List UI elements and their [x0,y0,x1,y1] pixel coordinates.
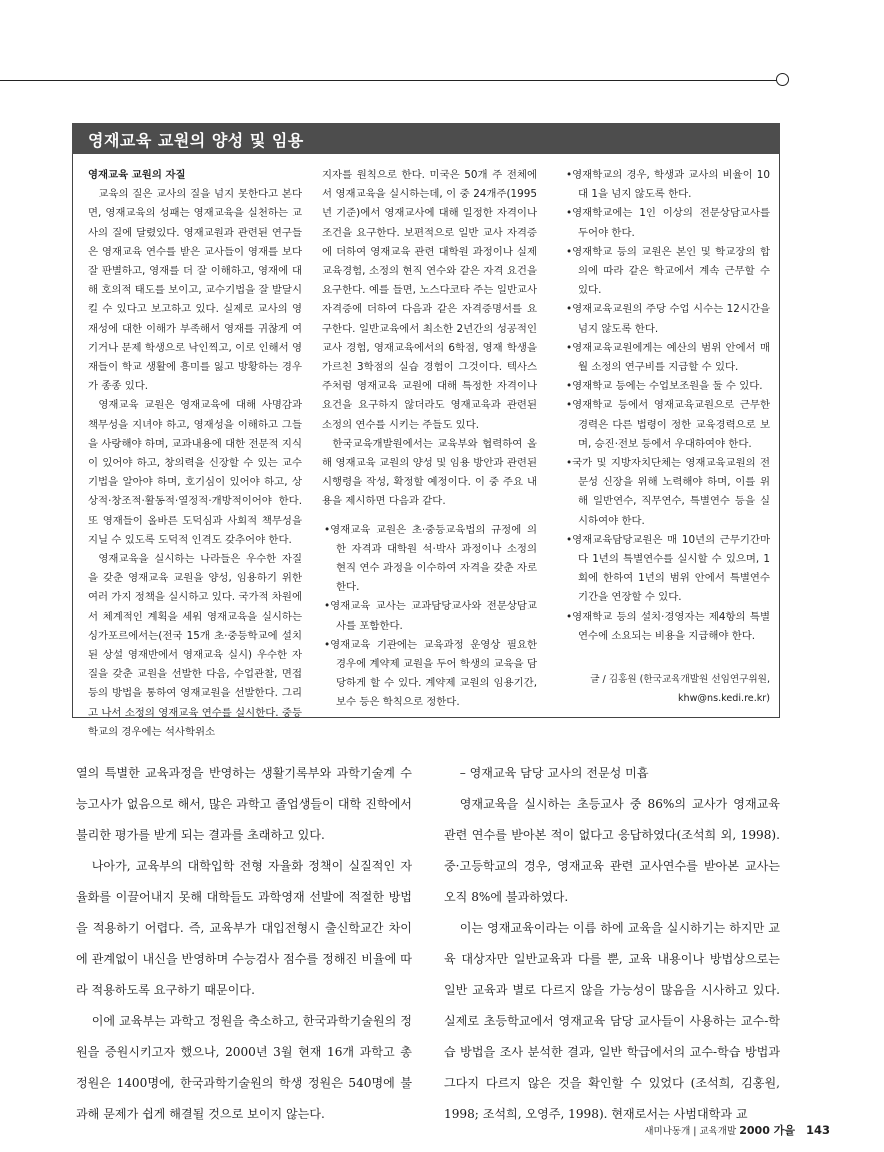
magazine-name: 새미나동개 | 교육개발 [644,1126,737,1137]
box-col2-paragraph: 한국교육개발원에서는 교육부와 협력하여 올해 영재교육 교원의 양성 및 임용 방안과 관련된 시행령을 작성, 확정할 예정이다. 이 중 주요 내용을 제시하면 다음과 같다. [322,437,537,508]
box-col3-bullet: •영재교육교원의 주당 수업 시수는 12시간을 넘지 않도록 한다. [566,303,770,335]
box-col2-paragraph: 지자를 원칙으로 한다. 미국은 50개 주 전체에서 영재교육을 실시하는데, 이 중 24개주(1995년 기준)에서 영재교사에 대해 일정한 자격이나 조건을 요구한다. 보편적으로 일반 교사 자격증에 더하여 영재교육 관련 대학원 과정이나 실제 교육경험, 소정의 현직 연수와 같은 자격 요건을 요구한다. 예를 들면, 노스다코타 주는 일반교사 자격증에 더하여 다음과 같은 자격증명서를 요구한다. 일반교육에서 최소한 2년간의 성공적인 교사 경험, 영재교육에서의 6학점, 영재 학생을 가르친 3학점의 실습 경험이 그것이다. 텍사스 주처럼 영재교육 교원에 대해 특정한 자격이나 요건을 요구하지 않더라도 영재교육과 관련된 소정의 연수를 시키는 주들도 있다. [322,169,537,431]
body-paragraph: 영재교육을 실시하는 초등교사 중 86%의 교사가 영재교육 관련 연수를 받아본 적이 없다고 응답하였다(조석희 외, 1998). 중·고등학교의 경우, 영재교육 관련 교사연수를 받아본 교사는 오직 8%에 불과하였다. [444,797,780,904]
body-paragraph: 열의 특별한 교육과정을 반영하는 생활기록부와 과학기술계 수능고사가 없음으로 해서, 많은 과학고 졸업생들이 대학 진학에서 불리한 평가를 받게 되는 결과를 초래하고 있다. [76,766,412,842]
box-column-2 [322,166,537,713]
box-title: 영재교육 교원의 양성 및 임용 [88,131,304,150]
box-col1-paragraph: 교육의 질은 교사의 질을 넘지 못한다고 본다면, 영재교육의 성패는 영재교육을 실천하는 교사의 질에 달렸있다. 영재교원과 관련된 연구들은 영재교육 연수를 받은 교사들이 영재를 보다 잘 판별하고, 영재를 더 잘 이해하고, 영재에 대해 호의적 태도를 보이고, 교수기법을 잘 발달시킬 수 있다고 보고하고 있다. 실제로 교사의 영재성에 대한 이해가 부족해서 영재를 귀찮게 여기거나 문제 학생으로 낙인찍고, 이로 인해서 영재들이 학교 생활에 흥미를 잃고 방황하는 경우가 종종 있다. [88,188,302,393]
body-column-left [76,758,412,1130]
box-col1-paragraph: 영재교육을 실시하는 나라들은 우수한 자질을 갖춘 영재교육 교원을 양성, 임용하기 위한 여러 가지 정책을 실시하고 있다. 국가적 차원에서 체계적인 계획을 세워 영재교육을 실시하는 싱가포르에서는(전국 15개 초·중등학교에 설치된 상설 영재반에서 영재교육 실시) 우수한 자질을 갖춘 교원을 선발한 다음, 수업관찰, 면접 등의 방법을 통하여 영재교원을 선발한다. 그리고 나서 소정의 영재교육 연수를 실시한다. 중등학교의 경우에는 석사학위소 [88,553,302,738]
body-paragraph: 이에 교육부는 과학고 정원을 축소하고, 한국과학기술원의 정원을 증원시키고자 했으나, 2000년 3월 현재 16개 과학고 총 정원은 1400명에, 한국과학기술원의 학생 정원은 540명에 불과해 문제가 쉽게 해결될 것으로 보이지 않는다. [76,1014,412,1121]
box-col3-bullet: •영재학교 등에는 수업보조원을 둘 수 있다. [566,380,763,393]
box-col2-bullet: •영재교육 교사는 교과담당교사와 전문상담교사를 포함한다. [324,600,537,632]
body-paragraph: 이는 영재교육이라는 이름 하에 교육을 실시하기는 하지만 교육 대상자만 일반교육과 다를 뿐, 교육 내용이나 방법상으로는 일반 교육과 별로 다르지 않을 가능성이 많음을 시사하고 있다. 실제로 초등학교에서 영재교육 담당 교사들이 사용하는 교수-학습 방법을 조사 분석한 결과, 일반 학급에서의 교수-학습 방법과 그다지 다르지 않은 것을 확인할 수 있었다 (조석희, 김홍원, 1998; 조석희, 오영주, 1998). 현재로서는 사범대학과 교 [444,921,780,1121]
box-col1-paragraph: 영재교육 교원은 영재교육에 대해 사명감과 책무성을 지녀야 하고, 영재성을 이해하고 그들을 사랑해야 하며, 교과내용에 대한 전문적 지식이 있어야 하고, 창의력을 신장할 수 있는 교수기법을 알아야 하며, 호기심이 있어야 하고, 상상적·창조적·활동적·열정적·개방적이어야 한다. 또 영재들이 올바른 도덕심과 사회적 책무성을 지닐 수 있도록 도덕적 인격도 갖추어야 한다. [88,399,302,546]
box-col3-bullet: •국가 및 지방자치단체는 영재교육교원의 전문성 신장을 위해 노력해야 하며, 이를 위해 일반연수, 직무연수, 특별연수 등을 실시하여야 한다. [566,457,770,527]
box-col3-bullet: •영재학교 등에서 영재교육교원으로 근무한 경력은 다른 법령이 정한 교육경력으로 보며, 승진·전보 등에서 우대하여야 한다. [566,399,770,450]
spacer [322,512,537,521]
issue-season: 2000 가을 [739,1124,795,1137]
box-col3-bullet: •영재학교 등의 교원은 본인 및 학교장의 합의에 따라 같은 학교에서 계속 근무할 수 있다. [566,245,770,297]
author-credit [566,670,770,708]
top-rule [0,80,777,81]
box-col2-bullet: •영재교육 교원은 초·중등교육법의 규정에 의한 자격과 대학원 석·박사 과정이나 소정의 현직 연수 과정을 이수하여 자격을 갖춘 자로 한다. [324,523,537,594]
page-number: 143 [805,1123,830,1137]
box-col3-bullet: •영재학교의 경우, 학생과 교사의 비율이 10대 1을 넘지 않도록 한다. [566,169,770,201]
box-col2-bullet: •영재교육 기관에는 교육과정 운영상 필요한 경우에 계약제 교원을 두어 학생의 교육을 담당하게 할 수 있다. 계약제 교원의 임용기간, 보수 등은 학칙으로 정한다. [324,638,537,709]
box-col3-bullet: •영재학교에는 1인 이상의 전문상담교사를 두어야 한다. [566,207,770,239]
box-col3-bullet: •영재교육담당교원은 매 10년의 근무기간마다 1년의 특별연수를 실시할 수 있으며, 1회에 한하여 1년의 범위 안에서 특별연수기간을 연장할 수 있다. [566,533,770,604]
author-email: khw@ns.kedi.re.kr) [677,693,770,705]
box-col1-heading: 영재교육 교원의 자질 [88,169,186,181]
box-col3-bullet: •영재교육교원에게는 예산의 범위 안에서 매월 소정의 연구비를 지급할 수 있다. [566,341,770,374]
page-footer [600,1122,830,1138]
box-column-3 [566,166,770,646]
box-title-bar [72,123,780,154]
body-column-right [444,758,780,1130]
box-column-1 [88,166,302,742]
body-subheading: – 영재교육 담당 교사의 전문성 미흡 [459,766,649,780]
body-paragraph: 나아가, 교육부의 대학입학 전형 자율화 정책이 실질적인 자율화를 이끌어내지 못해 대학들도 과학영재 선발에 적절한 방법을 적용하기 어렵다. 즉, 교육부가 대입전형시 출신학교간 차이에 관계없이 내신을 반영하며 수능검사 점수를 정해진 비율에 따라 적용하도록 요구하기 때문이다. [76,859,412,997]
box-col3-bullet: •영재학교 등의 설치·경영자는 제4항의 특별연수에 소요되는 비용을 지급해야 한다. [566,610,770,642]
circle-ornament-icon [776,73,789,86]
author-credit-line: 글 / 김홍원 (한국교육개발원 선임연구위원, [590,674,770,685]
